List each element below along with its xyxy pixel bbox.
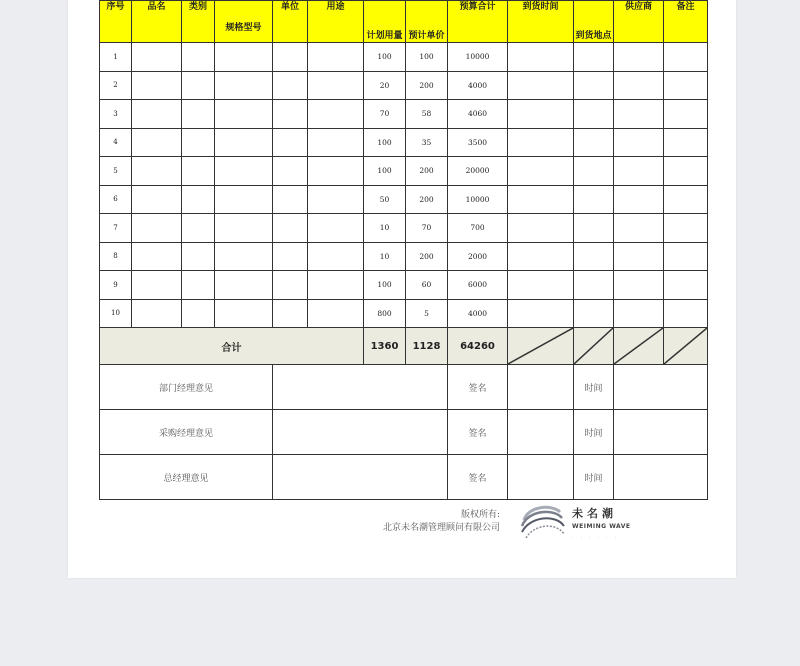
cell-name[interactable] (132, 128, 182, 157)
approval-time-field[interactable] (614, 410, 708, 455)
cell-spec[interactable] (215, 128, 273, 157)
cell-category[interactable] (182, 43, 215, 72)
cell-total: 4060 (448, 100, 508, 129)
cell-seq: 5 (100, 157, 132, 186)
cell-seq: 4 (100, 128, 132, 157)
approval-time-label: 时间 (574, 365, 614, 410)
cell-arrival-time[interactable] (508, 157, 574, 186)
approval-label: 总经理意见 (100, 455, 273, 500)
copyright-notice (330, 509, 500, 535)
cell-supplier[interactable] (614, 128, 664, 157)
cell-arrival-time[interactable] (508, 299, 574, 328)
cell-category[interactable] (182, 299, 215, 328)
cell-qty: 10 (364, 214, 406, 243)
approval-opinion-field[interactable] (273, 365, 448, 410)
cell-purpose[interactable] (308, 242, 364, 271)
cell-purpose[interactable] (308, 214, 364, 243)
cell-total: 4000 (448, 299, 508, 328)
cell-category[interactable] (182, 128, 215, 157)
cell-supplier[interactable] (614, 43, 664, 72)
cell-supplier[interactable] (614, 71, 664, 100)
header-plan-qty: 计划用量 (364, 1, 406, 43)
cell-remark[interactable] (664, 71, 708, 100)
cell-unit[interactable] (273, 100, 308, 129)
cell-seq: 7 (100, 214, 132, 243)
cell-price: 100 (406, 43, 448, 72)
cell-qty: 70 (364, 100, 406, 129)
cell-remark[interactable] (664, 100, 708, 129)
cell-spec[interactable] (215, 214, 273, 243)
cell-remark[interactable] (664, 43, 708, 72)
approval-time-label: 时间 (574, 410, 614, 455)
cell-unit[interactable] (273, 128, 308, 157)
header-remark: 备注 (664, 1, 708, 43)
approval-label: 采购经理意见 (100, 410, 273, 455)
cell-unit[interactable] (273, 185, 308, 214)
diagonal-cell (614, 328, 664, 365)
cell-name[interactable] (132, 185, 182, 214)
approval-sign-label: 签名 (448, 455, 508, 500)
cell-arrival-time[interactable] (508, 100, 574, 129)
cell-name[interactable] (132, 71, 182, 100)
cell-price: 35 (406, 128, 448, 157)
copyright-line: 版权所有: (460, 510, 500, 520)
table-row (100, 242, 708, 271)
cell-category[interactable] (182, 271, 215, 300)
cell-supplier[interactable] (614, 242, 664, 271)
total-price: 1128 (406, 328, 448, 365)
logo-chinese-name: 未名潮 (572, 507, 617, 520)
header-purpose: 用途 (308, 1, 364, 43)
cell-unit[interactable] (273, 214, 308, 243)
cell-arrival-place[interactable] (574, 214, 614, 243)
cell-arrival-time[interactable] (508, 43, 574, 72)
approval-row-department (100, 365, 708, 410)
cell-name[interactable] (132, 242, 182, 271)
approval-row-general-manager (100, 455, 708, 500)
cell-purpose[interactable] (308, 185, 364, 214)
cell-arrival-place[interactable] (574, 128, 614, 157)
table-row (100, 214, 708, 243)
cell-total: 10000 (448, 185, 508, 214)
approval-sign-field[interactable] (508, 455, 574, 500)
cell-arrival-time[interactable] (508, 271, 574, 300)
cell-total: 4000 (448, 71, 508, 100)
procurement-budget-table (99, 0, 708, 500)
cell-unit[interactable] (273, 299, 308, 328)
company-name: 北京未名潮管理顾问有限公司 (382, 523, 500, 533)
cell-supplier[interactable] (614, 214, 664, 243)
cell-purpose[interactable] (308, 157, 364, 186)
header-spec: 规格型号 (215, 1, 273, 43)
cell-seq: 10 (100, 299, 132, 328)
cell-total: 20000 (448, 157, 508, 186)
cell-price: 60 (406, 271, 448, 300)
cell-name[interactable] (132, 157, 182, 186)
cell-seq: 3 (100, 100, 132, 129)
cell-price: 5 (406, 299, 448, 328)
table-row (100, 71, 708, 100)
total-label: 合计 (100, 328, 364, 365)
table-row (100, 43, 708, 72)
header-name: 品名 (132, 1, 182, 43)
cell-remark[interactable] (664, 157, 708, 186)
header-unit: 单位 (273, 1, 308, 43)
logo-english-name: WEIMING WAVE (572, 523, 631, 530)
approval-sign-field[interactable] (508, 410, 574, 455)
cell-price: 58 (406, 100, 448, 129)
cell-arrival-place[interactable] (574, 271, 614, 300)
logo-tagline: · · · · · · (572, 535, 619, 540)
cell-qty: 20 (364, 71, 406, 100)
cell-supplier[interactable] (614, 271, 664, 300)
approval-sign-field[interactable] (508, 365, 574, 410)
approval-row-purchasing (100, 410, 708, 455)
approval-time-label: 时间 (574, 455, 614, 500)
cell-spec[interactable] (215, 157, 273, 186)
cell-purpose[interactable] (308, 128, 364, 157)
header-arrival-place: 到货地点 (574, 1, 614, 43)
cell-qty: 50 (364, 185, 406, 214)
cell-spec[interactable] (215, 242, 273, 271)
cell-supplier[interactable] (614, 185, 664, 214)
cell-name[interactable] (132, 271, 182, 300)
cell-total: 700 (448, 214, 508, 243)
document-page (68, 0, 736, 578)
header-category: 类别 (182, 1, 215, 43)
cell-supplier[interactable] (614, 100, 664, 129)
cell-price: 200 (406, 185, 448, 214)
wave-logo-icon (516, 500, 570, 548)
cell-name[interactable] (132, 43, 182, 72)
approval-sign-label: 签名 (448, 410, 508, 455)
cell-arrival-time[interactable] (508, 185, 574, 214)
cell-remark[interactable] (664, 214, 708, 243)
cell-name[interactable] (132, 299, 182, 328)
cell-unit[interactable] (273, 242, 308, 271)
header-est-price: 预计单价 (406, 1, 448, 43)
cell-qty: 100 (364, 128, 406, 157)
cell-qty: 100 (364, 43, 406, 72)
cell-purpose[interactable] (308, 271, 364, 300)
approval-opinion-field[interactable] (273, 410, 448, 455)
cell-seq: 6 (100, 185, 132, 214)
cell-price: 200 (406, 242, 448, 271)
cell-total: 6000 (448, 271, 508, 300)
cell-price: 200 (406, 71, 448, 100)
header-supplier: 供应商 (614, 1, 664, 43)
cell-name[interactable] (132, 214, 182, 243)
cell-purpose[interactable] (308, 71, 364, 100)
table-row (100, 185, 708, 214)
cell-seq: 8 (100, 242, 132, 271)
cell-spec[interactable] (215, 271, 273, 300)
cell-arrival-time[interactable] (508, 242, 574, 271)
total-qty: 1360 (364, 328, 406, 365)
cell-name[interactable] (132, 100, 182, 129)
cell-spec[interactable] (215, 100, 273, 129)
approval-time-field[interactable] (614, 365, 708, 410)
cell-supplier[interactable] (614, 299, 664, 328)
cell-category[interactable] (182, 71, 215, 100)
cell-qty: 800 (364, 299, 406, 328)
cell-spec[interactable] (215, 71, 273, 100)
header-row (100, 1, 708, 43)
cell-remark[interactable] (664, 185, 708, 214)
cell-arrival-place[interactable] (574, 299, 614, 328)
cell-price: 200 (406, 157, 448, 186)
cell-seq: 2 (100, 71, 132, 100)
approval-time-field[interactable] (614, 455, 708, 500)
cell-arrival-place[interactable] (574, 43, 614, 72)
company-logo (516, 500, 636, 548)
table-row (100, 128, 708, 157)
diagonal-cell (664, 328, 708, 365)
cell-seq: 9 (100, 271, 132, 300)
cell-arrival-time[interactable] (508, 128, 574, 157)
cell-unit[interactable] (273, 271, 308, 300)
cell-remark[interactable] (664, 128, 708, 157)
cell-price: 70 (406, 214, 448, 243)
approval-sign-label: 签名 (448, 365, 508, 410)
cell-total: 3500 (448, 128, 508, 157)
header-seq: 序号 (100, 1, 132, 43)
cell-arrival-place[interactable] (574, 185, 614, 214)
cell-arrival-time[interactable] (508, 71, 574, 100)
cell-spec[interactable] (215, 185, 273, 214)
approval-opinion-field[interactable] (273, 455, 448, 500)
cell-purpose[interactable] (308, 299, 364, 328)
table-row (100, 271, 708, 300)
cell-category[interactable] (182, 100, 215, 129)
diagonal-cell (508, 328, 574, 365)
cell-remark[interactable] (664, 242, 708, 271)
cell-category[interactable] (182, 242, 215, 271)
cell-remark[interactable] (664, 299, 708, 328)
cell-unit[interactable] (273, 43, 308, 72)
header-budget-total: 预算合计 (448, 1, 508, 43)
cell-spec[interactable] (215, 299, 273, 328)
cell-arrival-time[interactable] (508, 214, 574, 243)
approval-label: 部门经理意见 (100, 365, 273, 410)
total-row (100, 328, 708, 365)
cell-supplier[interactable] (614, 157, 664, 186)
cell-qty: 100 (364, 157, 406, 186)
cell-spec[interactable] (215, 43, 273, 72)
table-row (100, 100, 708, 129)
header-arrival-time: 到货时间 (508, 1, 574, 43)
cell-arrival-place[interactable] (574, 71, 614, 100)
cell-unit[interactable] (273, 71, 308, 100)
cell-seq: 1 (100, 43, 132, 72)
table-row (100, 157, 708, 186)
cell-qty: 10 (364, 242, 406, 271)
cell-unit[interactable] (273, 157, 308, 186)
cell-total: 10000 (448, 43, 508, 72)
total-budget: 64260 (448, 328, 508, 365)
cell-category[interactable] (182, 214, 215, 243)
cell-purpose[interactable] (308, 100, 364, 129)
cell-category[interactable] (182, 157, 215, 186)
cell-arrival-place[interactable] (574, 100, 614, 129)
cell-purpose[interactable] (308, 43, 364, 72)
diagonal-cell (574, 328, 614, 365)
cell-arrival-place[interactable] (574, 242, 614, 271)
cell-arrival-place[interactable] (574, 157, 614, 186)
cell-qty: 100 (364, 271, 406, 300)
cell-remark[interactable] (664, 271, 708, 300)
cell-category[interactable] (182, 185, 215, 214)
cell-total: 2000 (448, 242, 508, 271)
table-row (100, 299, 708, 328)
